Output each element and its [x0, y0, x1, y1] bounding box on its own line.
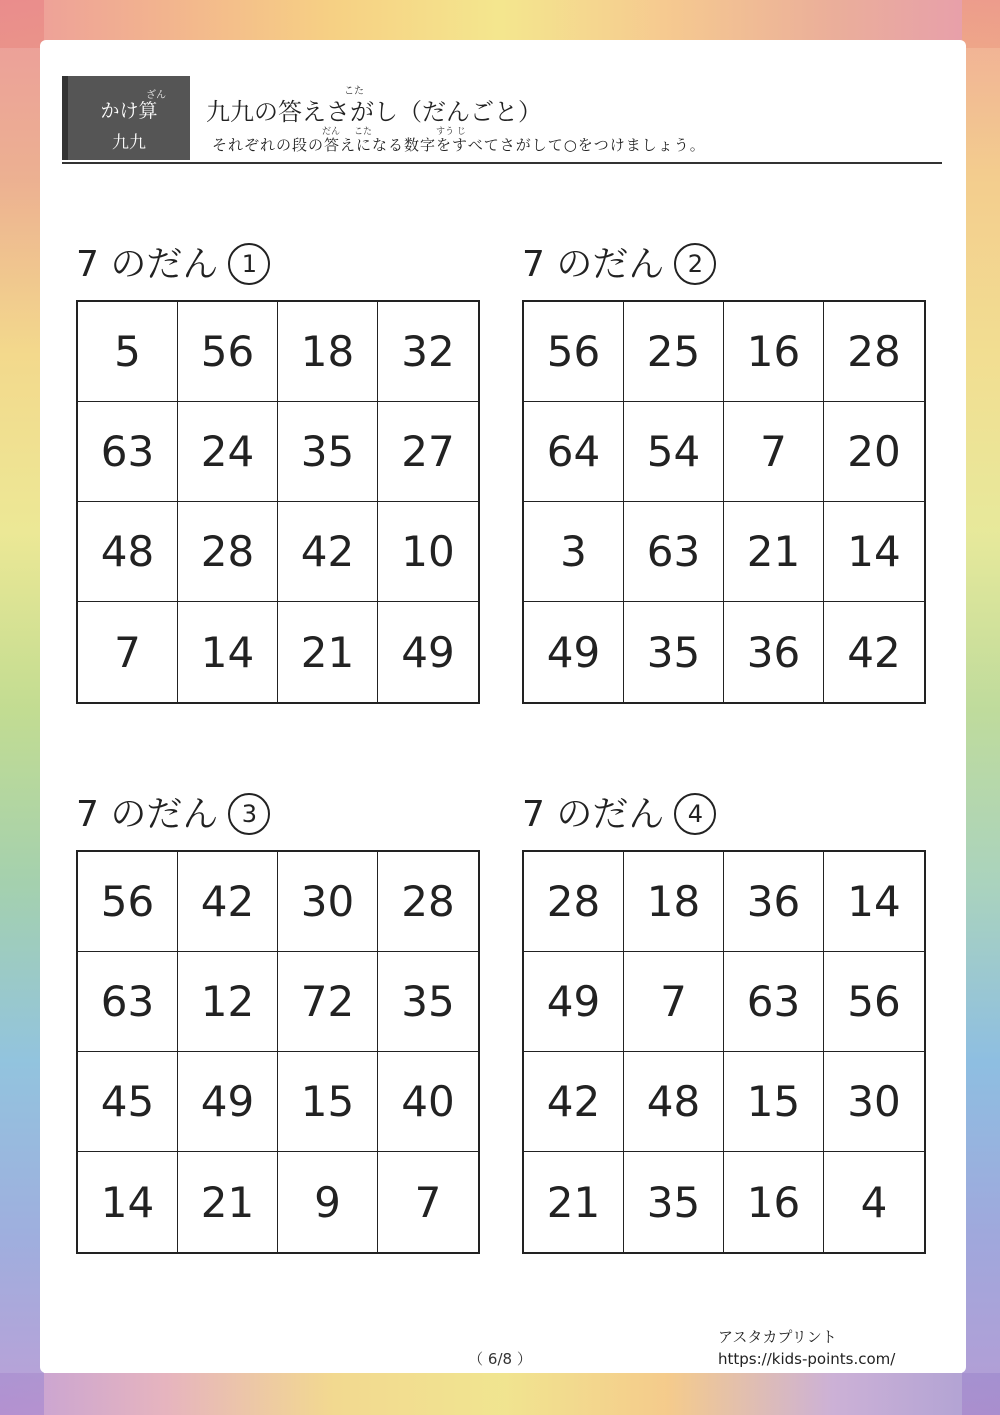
grid-cell[interactable]: 28: [824, 302, 924, 402]
grid-cell[interactable]: 49: [401, 627, 455, 677]
brand-url: https://kids-points.com/: [718, 1350, 896, 1368]
grid-cell[interactable]: 56: [824, 952, 924, 1052]
grid-cell[interactable]: 7: [78, 602, 178, 702]
grid-cell[interactable]: 18: [624, 852, 724, 952]
page-title: 九九の答えさがし（だんごと）: [206, 98, 542, 126]
grid-cell[interactable]: 15: [278, 1052, 378, 1152]
subcategory-label: 九九: [112, 133, 146, 153]
puzzle-number-circle: 3: [228, 793, 270, 835]
grid-cell[interactable]: 63: [624, 502, 724, 602]
grid-cell[interactable]: 21: [278, 602, 378, 702]
grid-cell[interactable]: 21: [724, 502, 824, 602]
puzzle-title: [76, 236, 270, 287]
grid-cell[interactable]: 14: [824, 502, 924, 602]
grid-cell[interactable]: 32: [378, 302, 478, 402]
border-left: [0, 0, 44, 1415]
grid-cell[interactable]: 42: [847, 627, 901, 677]
grid-cell[interactable]: 36: [724, 602, 824, 702]
grid-cell[interactable]: 5: [78, 302, 178, 402]
grid-cell[interactable]: 54: [624, 402, 724, 502]
grid-cell[interactable]: 21: [178, 1152, 278, 1252]
instruction-ruby-2: こた: [354, 127, 373, 137]
grid-cell[interactable]: 35: [378, 952, 478, 1052]
puzzle-label: 7 のだん: [76, 244, 219, 285]
grid-cell[interactable]: 63: [78, 402, 178, 502]
number-grid: [76, 850, 480, 1254]
border-bottom: [0, 1373, 1000, 1415]
instruction-ruby-3: すう じ: [436, 127, 466, 137]
grid-cell[interactable]: 20: [824, 402, 924, 502]
grid-cell[interactable]: 35: [278, 402, 378, 502]
grid-cell[interactable]: 64: [524, 402, 624, 502]
grid-cell[interactable]: 45: [78, 1052, 178, 1152]
grid-cell[interactable]: 42: [178, 852, 278, 952]
grid-cell[interactable]: 25: [624, 302, 724, 402]
grid-cell[interactable]: 30: [824, 1052, 924, 1152]
grid-cell[interactable]: 49: [524, 602, 624, 702]
number-grid: [76, 300, 480, 704]
grid-cell[interactable]: 7: [624, 952, 724, 1052]
grid-cell[interactable]: 40: [378, 1052, 478, 1152]
instruction-ruby-1: だん: [322, 127, 341, 137]
puzzle-label: 7 のだん: [522, 244, 665, 285]
puzzle-title: [76, 786, 270, 837]
grid-cell[interactable]: 35: [624, 1152, 724, 1252]
grid-cell[interactable]: 16: [724, 1152, 824, 1252]
grid-cell[interactable]: 7: [414, 1177, 442, 1227]
grid-cell[interactable]: 42: [524, 1052, 624, 1152]
grid-cell[interactable]: 49: [178, 1052, 278, 1152]
grid-cell[interactable]: 10: [378, 502, 478, 602]
puzzle-label: 7 のだん: [522, 794, 665, 835]
grid-cell[interactable]: 42: [278, 502, 378, 602]
title-ruby: こた: [344, 86, 364, 97]
grid-cell[interactable]: 15: [724, 1052, 824, 1152]
brand-name: アスタカプリント: [718, 1328, 837, 1346]
grid-cell[interactable]: 63: [78, 952, 178, 1052]
page-number: （ 6/8 ）: [468, 1350, 532, 1368]
puzzle-title: [522, 786, 716, 837]
grid-cell[interactable]: 27: [378, 402, 478, 502]
grid-cell[interactable]: 48: [624, 1052, 724, 1152]
category-label: かけ算: [100, 100, 158, 122]
grid-cell[interactable]: 63: [724, 952, 824, 1052]
puzzle-number-circle: 1: [228, 243, 270, 285]
grid-cell[interactable]: 48: [78, 502, 178, 602]
brand-block: [718, 1326, 895, 1370]
grid-cell[interactable]: 18: [278, 302, 378, 402]
grid-cell[interactable]: 35: [624, 602, 724, 702]
grid-cell[interactable]: 7: [724, 402, 824, 502]
puzzle-title: [522, 236, 716, 287]
grid-cell[interactable]: 72: [278, 952, 378, 1052]
grid-cell[interactable]: 28: [378, 852, 478, 952]
grid-cell[interactable]: 28: [524, 852, 624, 952]
grid-cell[interactable]: 14: [78, 1152, 178, 1252]
puzzle-number-circle: 2: [674, 243, 716, 285]
grid-cell[interactable]: 12: [178, 952, 278, 1052]
number-grid: [522, 850, 926, 1254]
grid-cell[interactable]: 3: [524, 502, 624, 602]
grid-cell[interactable]: 4: [860, 1177, 888, 1227]
category-box: [62, 76, 190, 160]
grid-cell[interactable]: 36: [724, 852, 824, 952]
border-right: [962, 0, 1000, 1415]
grid-cell[interactable]: 56: [78, 852, 178, 952]
worksheet-header: [62, 76, 942, 164]
puzzle-number-circle: 4: [674, 793, 716, 835]
grid-cell[interactable]: 30: [278, 852, 378, 952]
grid-cell[interactable]: 56: [178, 302, 278, 402]
grid-cell[interactable]: 21: [524, 1152, 624, 1252]
grid-cell[interactable]: 49: [524, 952, 624, 1052]
grid-cell[interactable]: 24: [178, 402, 278, 502]
grid-cell[interactable]: 9: [278, 1152, 378, 1252]
grid-cell[interactable]: 14: [824, 852, 924, 952]
instruction-text: それぞれの段の答えになる数字をすべてさがして○をつけましょう。: [212, 136, 706, 154]
number-grid: [522, 300, 926, 704]
grid-cell[interactable]: 56: [524, 302, 624, 402]
grid-cell[interactable]: 16: [724, 302, 824, 402]
grid-cell[interactable]: 14: [178, 602, 278, 702]
category-ruby: ざん: [146, 90, 166, 101]
puzzle-label: 7 のだん: [76, 794, 219, 835]
grid-cell[interactable]: 28: [178, 502, 278, 602]
